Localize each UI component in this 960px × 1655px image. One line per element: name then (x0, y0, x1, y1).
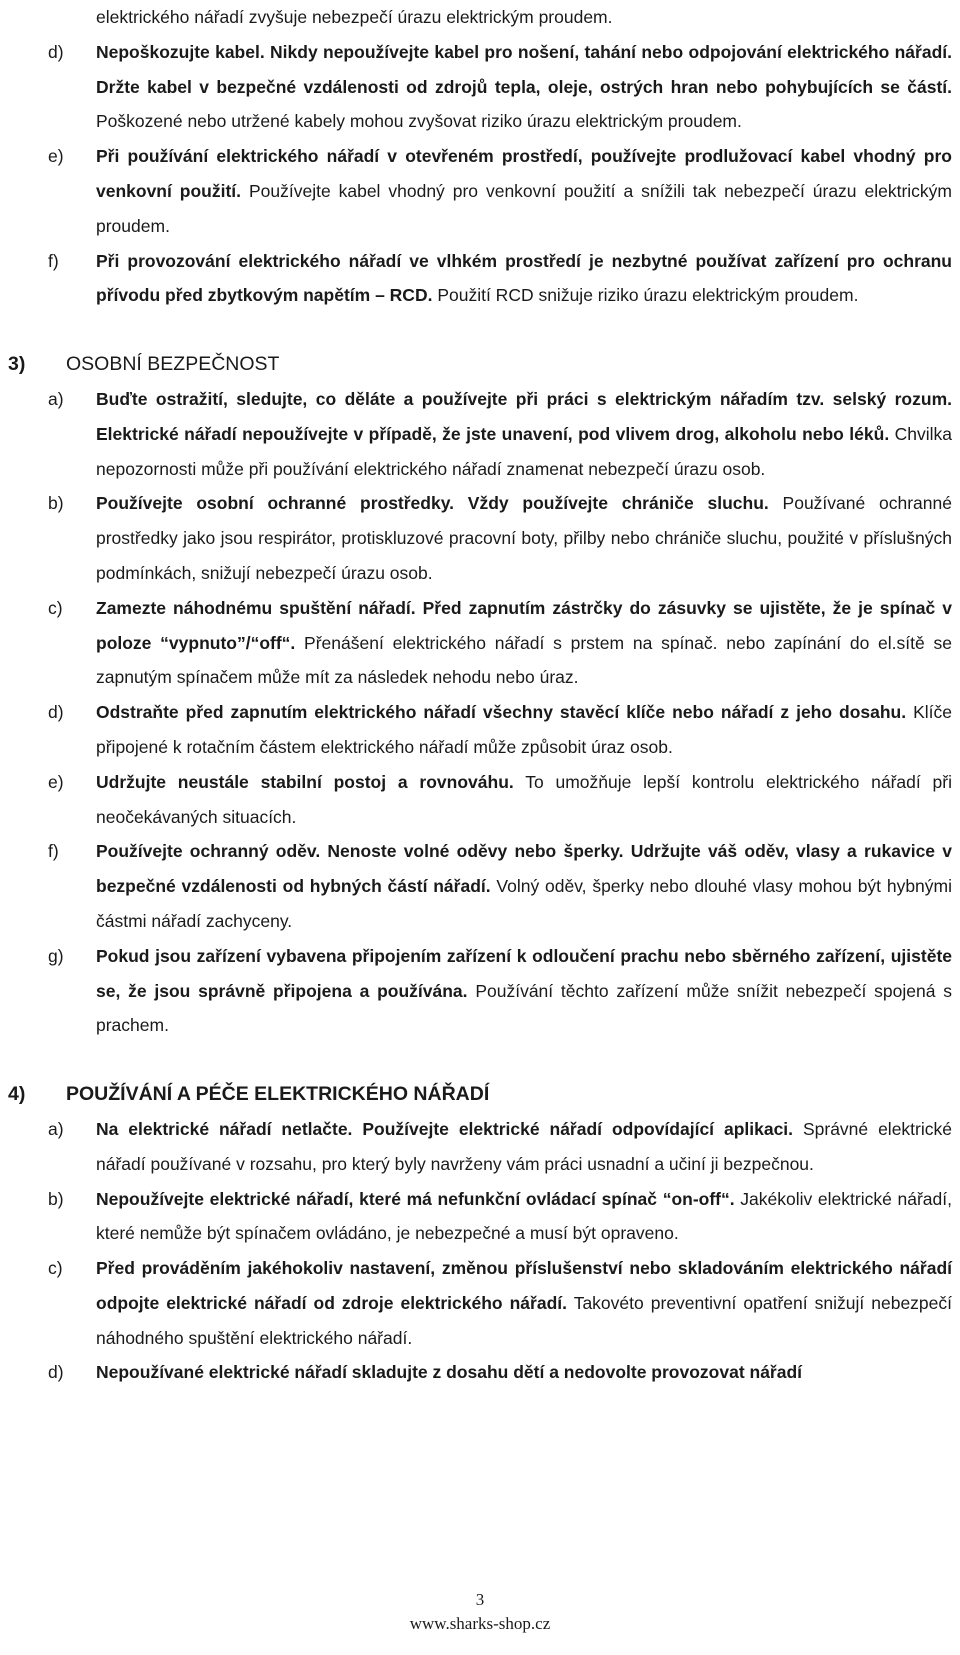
section-3-heading (0, 347, 960, 382)
item-normal-text: Používané ochranné prostředky jako jsou respirátor, protiskluzové pracovní boty, přilby nebo chrániče sluchu, použité v příslušných podmínkách, snižují nebezpečí úrazu osob. (96, 493, 952, 583)
item-label: e) (48, 146, 64, 167)
list-item (0, 765, 960, 835)
item-normal-text: Používejte kabel vhodný pro venkovní použití a snížili tak nebezpečí úrazu elektrickým proudem. (96, 180, 952, 236)
item-bold-text: Udržujte neustále stabilní postoj a rovnováhu. (96, 771, 514, 792)
item-normal-text: Klíče připojené k rotačním částem elektrického nářadí může způsobit úraz osob. (96, 702, 952, 757)
item-normal-text: Poškozené nebo utržené kabely mohou zvyšovat riziko úrazu elektrickým proudem. (96, 111, 742, 132)
section-4-number: 4) (8, 1083, 26, 1106)
item-bold-text: Buďte ostražití, sledujte, co děláte a používejte při práci s elektrickým nářadím tzv. selský rozum. Elektrické nářadí nepoužívejte v případě, že jste unavení, pod vlivem drog, alkoholu nebo léků. (96, 388, 952, 444)
item-normal-text: Správné elektrické nářadí používané v rozsahu, pro který byly navrženy vám práci usnadní a učiní ji bezpečnou. (96, 1118, 952, 1174)
item-bold-text: Před prováděním jakéhokoliv nastavení, změnou příslušenství nebo skladováním elektrického nářadí odpojte elektrické nářadí od zdroje elektrického nářadí. (96, 1258, 952, 1313)
item-label: c) (48, 1258, 63, 1279)
section-3-title: OSOBNÍ BEZPEČNOST (66, 353, 280, 376)
item-normal-text: Chvilka nepozornosti může při používání elektrického nářadí znamenat nebezpečí úrazu osob. (96, 423, 952, 479)
list-item (0, 834, 960, 938)
item-normal-text: Takovéto preventivní opatření snižují nebezpečí náhodného spuštění elektrického nářadí. (96, 1292, 952, 1348)
list-item (0, 1251, 960, 1355)
section-spacer (0, 1043, 960, 1077)
item-label: c) (48, 597, 63, 618)
continuation-paragraph (0, 0, 960, 35)
list-item (0, 939, 960, 1043)
item-label: g) (48, 945, 64, 966)
section-3-number: 3) (8, 353, 26, 376)
list-item (0, 1182, 960, 1252)
item-label: b) (48, 493, 64, 514)
item-normal-text: To umožňuje lepší kontrolu elektrického nářadí při neočekávaných situacích. (96, 771, 952, 827)
item-label: b) (48, 1188, 64, 1209)
item-label: d) (48, 41, 64, 62)
list-item (0, 1355, 960, 1390)
list-item (0, 591, 960, 695)
item-normal-text: Použití RCD snižuje riziko úrazu elektrickým proudem. (432, 285, 859, 306)
item-label: f) (48, 841, 59, 862)
list-item (0, 139, 960, 243)
item-normal-text: Volný oděv, šperky nebo dlouhé vlasy mohou být hybnými částmi nářadí zachyceny. (96, 876, 952, 931)
item-bold-text: Používejte osobní ochranné prostředky. Vždy používejte chrániče sluchu. (96, 493, 769, 514)
page-footer (0, 1588, 960, 1636)
item-bold-text: Nepoužívané elektrické nářadí skladujte z dosahu dětí a nedovolte provozovat nářadí (96, 1362, 803, 1383)
list-item (0, 244, 960, 314)
list-item (0, 35, 960, 139)
list-item (0, 486, 960, 590)
item-label: a) (48, 388, 64, 409)
item-normal-text: Používání těchto zařízení může snížit nebezpečí spojená s prachem. (96, 980, 952, 1036)
section-4-title: POUŽÍVÁNÍ A PÉČE ELEKTRICKÉHO NÁŘADÍ (66, 1083, 490, 1106)
section-2-tail (0, 35, 960, 313)
item-bold-text: Nepoužívejte elektrické nářadí, které má nefunkční ovládací spínač “on-off“. (96, 1188, 735, 1209)
item-bold-text: Pokud jsou zařízení vybavena připojením zařízení k odloučení prachu nebo sběrného zařízení, ujistěte se, že jsou správně připojena a používána. (96, 945, 952, 1001)
item-bold-text: Při používání elektrického nářadí v otevřeném prostředí, používejte prodlužovací kabel vhodný pro venkovní použití. (96, 146, 952, 201)
section-4-heading (0, 1077, 960, 1112)
item-bold-text: Na elektrické nářadí netlačte. Používejte elektrické nářadí odpovídající aplikaci. (96, 1118, 794, 1139)
item-normal-text: Přenášení elektrického nářadí s prstem na spínač. nebo zapínání do el.sítě se zapnutým spínačem může mít za následek nehodu nebo úraz. (96, 632, 952, 688)
item-label: d) (48, 1362, 64, 1383)
item-bold-text: Odstraňte před zapnutím elektrického nářadí všechny stavěcí klíče nebo nářadí z jeho dosahu. (96, 702, 907, 723)
item-bold-text: Nepoškozujte kabel. Nikdy nepoužívejte kabel pro nošení, tahání nebo odpojování elektrického nářadí. Držte kabel v bezpečné vzdálenosti od zdrojů tepla, oleje, ostrých hran nebo pohybujících se částí. (96, 41, 952, 97)
section-spacer (0, 313, 960, 347)
item-label: a) (48, 1118, 64, 1139)
item-bold-text: Při provozování elektrického nářadí ve vlhkém prostředí je nezbytné používat zařízení pro ochranu přívodu před zbytkovým napětím – RCD. (96, 250, 952, 306)
list-item (0, 382, 960, 486)
website-url: www.sharks-shop.cz (409, 1614, 551, 1633)
list-item (0, 695, 960, 765)
list-item (0, 1112, 960, 1182)
item-bold-text: Zamezte náhodnému spuštění nářadí. Před zapnutím zástrčky do zásuvky se ujistěte, že je spínač v poloze “vypnuto”/“off“. (96, 597, 952, 653)
continuation-text: elektrického nářadí zvyšuje nebezpečí úrazu elektrickým proudem. (96, 7, 613, 27)
item-bold-text: Používejte ochranný oděv. Nenoste volné oděvy nebo šperky. Udržujte váš oděv, vlasy a rukavice v bezpečné vzdálenosti od hybných částí nářadí. (96, 841, 952, 897)
section-3-list (0, 382, 960, 1043)
item-label: e) (48, 771, 64, 792)
item-label: f) (48, 250, 59, 271)
item-label: d) (48, 702, 64, 723)
item-normal-text: Jakékoliv elektrické nářadí, které nemůže být spínačem ovládáno, je nebezpečné a musí být opraveno. (96, 1188, 952, 1244)
section-4-list (0, 1112, 960, 1390)
page-number: 3 (475, 1590, 485, 1609)
